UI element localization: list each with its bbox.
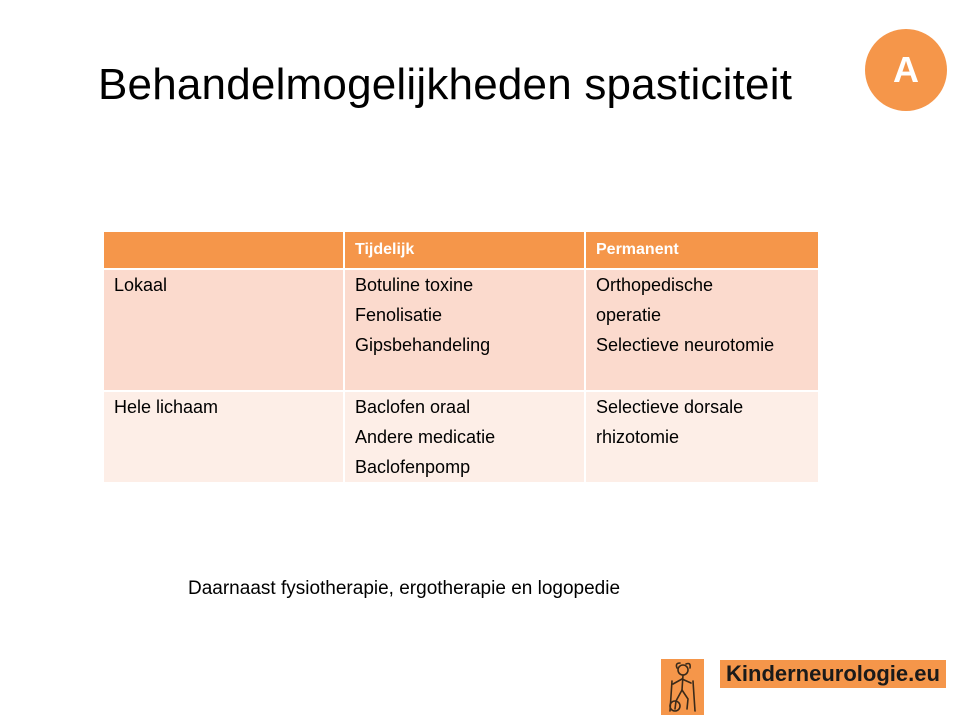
table-row	[103, 269, 819, 391]
cell-line: Baclofen oraal	[355, 397, 471, 417]
cell-line: Selectieve neurotomie	[596, 335, 775, 355]
table-row	[103, 391, 819, 483]
cell-line: rhizotomie	[596, 427, 680, 447]
section-badge: A	[865, 29, 947, 111]
cell-permanent	[585, 391, 819, 483]
cell-line: Gipsbehandeling	[355, 335, 491, 355]
cell-tijdelijk	[344, 391, 585, 483]
header-empty	[103, 231, 344, 269]
table-header-row	[103, 231, 819, 269]
row-label-text: Lokaal	[114, 275, 168, 295]
cell-line: Andere medicatie	[355, 427, 496, 447]
row-label-text: Hele lichaam	[114, 397, 219, 417]
row-label	[103, 269, 344, 391]
row-label	[103, 391, 344, 483]
cell-line: Fenolisatie	[355, 305, 443, 325]
cell-line: Selectieve dorsale	[596, 397, 744, 417]
child-with-crutches-icon	[661, 659, 704, 715]
cell-line: Botuline toxine	[355, 275, 474, 295]
cell-tijdelijk	[344, 269, 585, 391]
header-permanent: Permanent	[585, 231, 819, 269]
treatment-table	[102, 230, 820, 484]
cell-line: operatie	[596, 305, 662, 325]
slide-title: Behandelmogelijkheden spasticiteit	[98, 60, 793, 109]
logo-text[interactable]: Kinderneurologie.eu	[720, 660, 946, 688]
cell-permanent	[585, 269, 819, 391]
footnote-text: Daarnaast fysiotherapie, ergotherapie en logopedie	[188, 578, 621, 599]
header-tijdelijk: Tijdelijk	[344, 231, 585, 269]
cell-line: Baclofenpomp	[355, 457, 471, 477]
cell-line: Orthopedische	[596, 275, 714, 295]
